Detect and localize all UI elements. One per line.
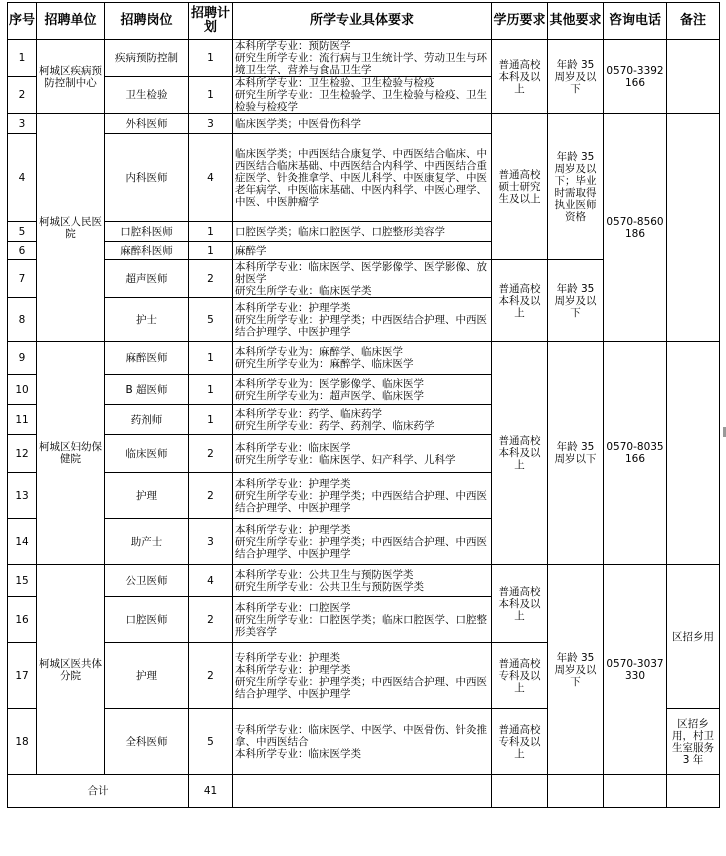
cell-post: 口腔医师 (105, 597, 189, 643)
empty-cell (667, 342, 720, 565)
empty-cell (233, 775, 492, 808)
header-seq: 序号 (8, 3, 37, 40)
cell-seq: 18 (8, 709, 37, 775)
cell-major: 本科所学专业：临床医学 研究生所学专业：临床医学、妇产科学、儿科学 (233, 435, 492, 473)
header-phone: 咨询电话 (604, 3, 667, 40)
merged-cell-edu-bachelor-2: 普通高校本科及以上 (492, 260, 548, 342)
merged-cell-unit-mch: 柯城区妇幼保健院 (37, 342, 105, 565)
recruitment-table (7, 2, 720, 808)
cell-post: 护理 (105, 643, 189, 709)
cell-post: 内科医师 (105, 134, 189, 222)
cell-seq: 14 (8, 519, 37, 565)
cell-major: 本科所学专业为：医学影像学、临床医学 研究生所学专业为：超声医学、临床医学 (233, 375, 492, 405)
merged-cell-phone-cdc: 0570-3392166 (604, 40, 667, 114)
cell-seq: 8 (8, 298, 37, 342)
cell-major: 临床医学类；中医骨伤科学 (233, 114, 492, 134)
cell-post: 公卫医师 (105, 565, 189, 597)
header-row (8, 3, 720, 40)
merged-cell-age-35-cdc: 年龄 35 周岁及以下 (548, 40, 604, 114)
cell-seq: 13 (8, 473, 37, 519)
merged-cell-unit-cdc: 柯城区疾病预防控制中心 (37, 40, 105, 114)
total-row (8, 775, 720, 808)
cell-seq: 2 (8, 77, 37, 114)
cell-major: 专科所学专业：临床医学、中医学、中医骨伤、针灸推拿、中西医结合 本科所学专业：临床医学类 (233, 709, 492, 775)
merged-cell-age-35-mch: 年龄 35 周岁以下 (548, 342, 604, 565)
merged-cell-edu-bachelor-3: 普通高校本科及以上 (492, 342, 548, 565)
merged-cell-note-18: 区招乡用，村卫生室服务 3 年 (667, 709, 720, 775)
merged-cell-unit-union: 柯城区医共体分院 (37, 565, 105, 775)
cell-seq: 5 (8, 222, 37, 242)
cell-major: 口腔医学类；临床口腔医学、口腔整形美容学 (233, 222, 492, 242)
merged-cell-edu-bachelor-4: 普通高校本科及以上 (492, 565, 548, 643)
header-note: 备注 (667, 3, 720, 40)
cell-post: 疾病预防控制 (105, 40, 189, 77)
cell-post: 口腔科医师 (105, 222, 189, 242)
total-plan: 41 (189, 775, 233, 808)
cell-plan: 1 (189, 375, 233, 405)
merged-cell-phone-mch: 0570-8035166 (604, 342, 667, 565)
merged-cell-edu-bachelor: 普通高校本科及以上 (492, 40, 548, 114)
header-unit: 招聘单位 (37, 3, 105, 40)
merged-cell-phone-hospital: 0570-8560186 (604, 114, 667, 342)
header-post: 招聘岗位 (105, 3, 189, 40)
cell-plan: 5 (189, 709, 233, 775)
cell-plan: 4 (189, 134, 233, 222)
cell-post: 全科医师 (105, 709, 189, 775)
cell-major: 本科所学专业：预防医学 研究生所学专业：流行病与卫生统计学、劳动卫生与环境卫生学、营养与食品卫生学 (233, 40, 492, 77)
cell-seq: 7 (8, 260, 37, 298)
cell-plan: 2 (189, 473, 233, 519)
merged-cell-edu-college-18: 普通高校专科及以上 (492, 709, 548, 775)
header-major: 所学专业具体要求 (233, 3, 492, 40)
cell-post: 超声医师 (105, 260, 189, 298)
cell-plan: 1 (189, 222, 233, 242)
cell-seq: 15 (8, 565, 37, 597)
cell-post: 护士 (105, 298, 189, 342)
merged-cell-phone-union: 0570-3037330 (604, 565, 667, 775)
cell-post: 临床医师 (105, 435, 189, 473)
cell-post: 药剂师 (105, 405, 189, 435)
empty-cell (492, 775, 548, 808)
cell-plan: 1 (189, 40, 233, 77)
empty-cell (667, 775, 720, 808)
cell-seq: 17 (8, 643, 37, 709)
cell-major: 本科所学专业：卫生检验、卫生检验与检疫 研究生所学专业：卫生检验学、卫生检验与检疫、卫生检验与检疫学 (233, 77, 492, 114)
empty-cell (667, 114, 720, 342)
cell-major: 本科所学专业为：麻醉学、临床医学 研究生所学专业为：麻醉学、临床医学 (233, 342, 492, 375)
cell-plan: 1 (189, 342, 233, 375)
merged-cell-age-35-hosp: 年龄 35 周岁及以下 (548, 260, 604, 342)
cell-seq: 11 (8, 405, 37, 435)
cell-seq: 10 (8, 375, 37, 405)
cell-major: 本科所学专业：公共卫生与预防医学类 研究生所学专业：公共卫生与预防医学类 (233, 565, 492, 597)
cell-seq: 16 (8, 597, 37, 643)
cell-plan: 1 (189, 405, 233, 435)
header-other: 其他要求 (548, 3, 604, 40)
header-plan: 招聘计划 (189, 3, 233, 40)
merged-cell-edu-college-17: 普通高校专科及以上 (492, 643, 548, 709)
cell-post: 助产士 (105, 519, 189, 565)
merged-cell-edu-master: 普通高校硕士研究生及以上 (492, 114, 548, 260)
cell-major: 本科所学专业：临床医学、医学影像学、医学影像、放射医学 研究生所学专业：临床医学类 (233, 260, 492, 298)
table-row (8, 565, 720, 597)
merged-cell-unit-hospital: 柯城区人民医院 (37, 114, 105, 342)
cell-major: 专科所学专业：护理类 本科所学专业：护理学类 研究生所学专业：护理学类；中西医结合护理、中西医结合护理学、中医护理学 (233, 643, 492, 709)
cell-seq: 12 (8, 435, 37, 473)
cell-post: B 超医师 (105, 375, 189, 405)
cell-plan: 5 (189, 298, 233, 342)
table-row (8, 342, 720, 375)
total-label: 合计 (8, 775, 189, 808)
empty-cell (667, 40, 720, 114)
cell-seq: 1 (8, 40, 37, 77)
cell-major: 本科所学专业：药学、临床药学 研究生所学专业：药学、药剂学、临床药学 (233, 405, 492, 435)
cell-major: 麻醉学 (233, 242, 492, 260)
header-edu: 学历要求 (492, 3, 548, 40)
cell-plan: 2 (189, 260, 233, 298)
cell-plan: 2 (189, 435, 233, 473)
cell-post: 麻醉医师 (105, 342, 189, 375)
recruitment-document (7, 2, 720, 808)
cell-major: 本科所学专业：护理学类 研究生所学专业：护理学类；中西医结合护理、中西医结合护理学、中医护理学 (233, 298, 492, 342)
cell-seq: 6 (8, 242, 37, 260)
cell-major: 本科所学专业：护理学类 研究生所学专业：护理学类；中西医结合护理、中西医结合护理学、中医护理学 (233, 473, 492, 519)
cell-plan: 3 (189, 114, 233, 134)
merged-cell-age-35-union: 年龄 35 周岁及以下 (548, 565, 604, 775)
cell-post: 卫生检验 (105, 77, 189, 114)
empty-cell (548, 775, 604, 808)
empty-cell (604, 775, 667, 808)
cell-plan: 2 (189, 597, 233, 643)
cell-post: 护理 (105, 473, 189, 519)
cell-seq: 9 (8, 342, 37, 375)
cell-plan: 1 (189, 77, 233, 114)
table-row (8, 114, 720, 134)
cell-plan: 3 (189, 519, 233, 565)
cell-plan: 1 (189, 242, 233, 260)
merged-cell-age-35-grad: 年龄 35 周岁及以下；毕业时需取得执业医师资格 (548, 114, 604, 260)
merged-cell-note-16: 区招乡用 (667, 565, 720, 709)
cell-seq: 3 (8, 114, 37, 134)
cell-major: 临床医学类；中西医结合康复学、中西医结合临床、中西医结合临床基础、中西医结合内科学、中西医结合重症医学、针灸推拿学、中医儿科学、中医康复学、中医老年病学、中医临床基础、中医内科学、中医心理学、中医、中医肿瘤学 (233, 134, 492, 222)
cell-plan: 2 (189, 643, 233, 709)
cell-post: 外科医师 (105, 114, 189, 134)
cell-seq: 4 (8, 134, 37, 222)
table-row (8, 40, 720, 77)
cell-post: 麻醉科医师 (105, 242, 189, 260)
cell-major: 本科所学专业：口腔医学 研究生所学专业：口腔医学类；临床口腔医学、口腔整形美容学 (233, 597, 492, 643)
cell-major: 本科所学专业：护理学类 研究生所学专业：护理学类；中西医结合护理、中西医结合护理学、中医护理学 (233, 519, 492, 565)
cell-plan: 4 (189, 565, 233, 597)
